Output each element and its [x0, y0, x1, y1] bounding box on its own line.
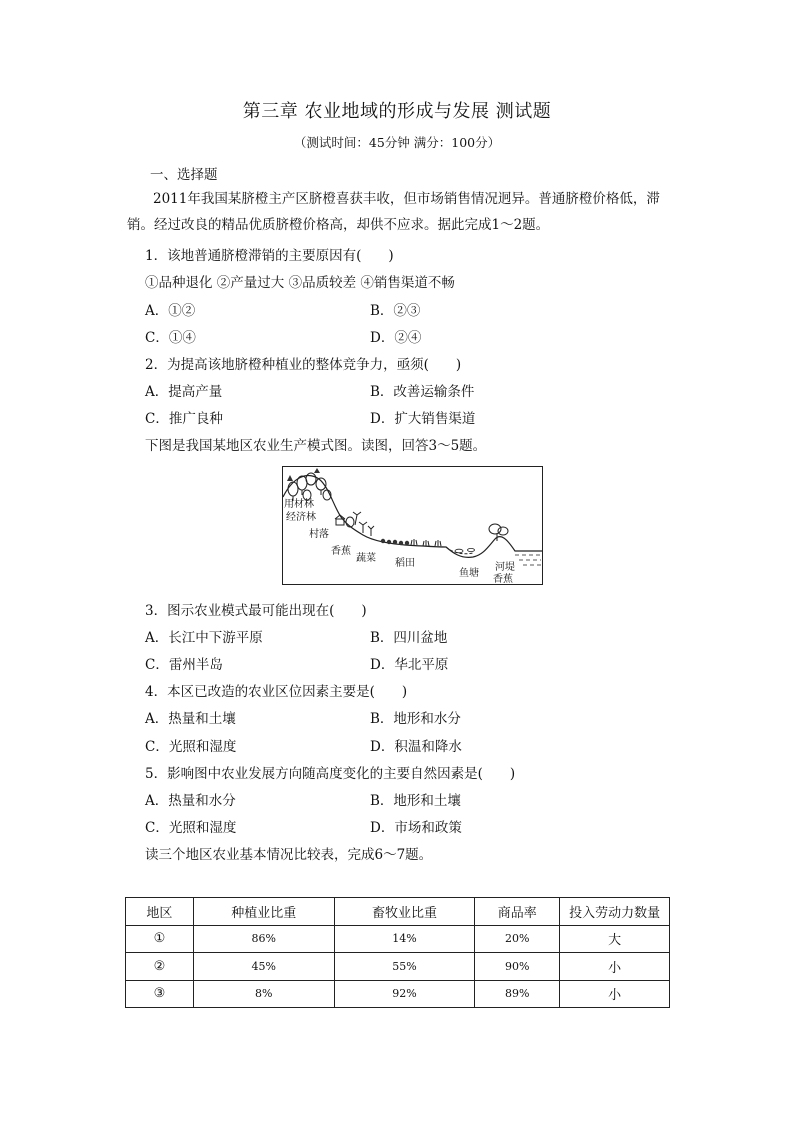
question-1-factors: ①品种退化 ②产量过大 ③品质较差 ④销售渠道不畅 — [145, 275, 455, 291]
header-region: 地区 — [126, 898, 194, 926]
question-5-stem: 5．影响图中农业发展方向随高度变化的主要自然因素是( ) — [145, 766, 516, 782]
cell-region: ① — [126, 925, 194, 953]
label-rice-field: 稻田 — [395, 558, 415, 569]
header-commodity-rate: 商品率 — [475, 898, 560, 926]
cell-region: ③ — [126, 980, 194, 1008]
cell-labor-input: 小 — [560, 980, 670, 1008]
question-3-option-c[interactable]: C．雷州半岛 — [145, 657, 223, 673]
agriculture-comparison-table — [125, 897, 670, 1008]
question-3-stem: 3．图示农业模式最可能出现在( ) — [145, 603, 367, 619]
header-livestock-share: 畜牧业比重 — [334, 898, 475, 926]
question-2-option-b[interactable]: B．改善运输条件 — [370, 384, 475, 400]
label-vegetables: 蔬菜 — [356, 553, 376, 564]
intro-passage-2: 下图是我国某地区农业生产模式图。读图，回答3～5题。 — [145, 438, 487, 454]
question-2-option-c[interactable]: C．推广良种 — [145, 411, 223, 427]
cell-labor-input: 小 — [560, 953, 670, 981]
intro-passage-3: 读三个地区农业基本情况比较表，完成6～7题。 — [145, 847, 433, 863]
page-title: 第三章 农业地域的形成与发展 测试题 — [242, 101, 552, 122]
cell-crop-share: 86% — [193, 925, 334, 953]
question-4-option-a[interactable]: A．热量和土壤 — [145, 711, 236, 727]
cell-crop-share: 45% — [193, 953, 334, 981]
cell-commodity-rate: 89% — [475, 980, 560, 1008]
table-row — [126, 980, 670, 1008]
cell-crop-share: 8% — [193, 980, 334, 1008]
question-3-option-b[interactable]: B．四川盆地 — [370, 630, 448, 646]
question-2-stem: 2．为提高该地脐橙种植业的整体竞争力，亟须( ) — [145, 357, 462, 373]
table-row — [126, 953, 670, 981]
question-1-option-d[interactable]: D．②④ — [370, 330, 422, 346]
section-heading: 一、选择题 — [150, 167, 218, 183]
label-economic-forest: 经济林 — [286, 512, 316, 523]
label-timber-forest: 用材林 — [284, 499, 314, 510]
question-1-option-c[interactable]: C．①④ — [145, 330, 196, 346]
question-1-stem: 1．该地普通脐橙滞销的主要原因有( ) — [145, 248, 394, 264]
question-3-option-a[interactable]: A．长江中下游平原 — [145, 630, 263, 646]
question-1-option-a[interactable]: A．①② — [145, 303, 196, 319]
cell-livestock-share: 14% — [334, 925, 475, 953]
question-4-option-b[interactable]: B．地形和水分 — [370, 711, 461, 727]
cell-commodity-rate: 90% — [475, 953, 560, 981]
question-1-option-b[interactable]: B．②③ — [370, 303, 421, 319]
question-5-option-b[interactable]: B．地形和土壤 — [370, 793, 461, 809]
label-fish-pond: 鱼塘 — [459, 568, 479, 579]
question-2-option-a[interactable]: A．提高产量 — [145, 384, 223, 400]
question-4-option-c[interactable]: C．光照和湿度 — [145, 739, 237, 755]
header-labor-input: 投入劳动力数量 — [560, 898, 670, 926]
question-4-option-d[interactable]: D．积温和降水 — [370, 739, 462, 755]
cell-livestock-share: 92% — [334, 980, 475, 1008]
question-5-option-a[interactable]: A．热量和水分 — [145, 793, 236, 809]
cell-labor-input: 大 — [560, 925, 670, 953]
header-crop-share: 种植业比重 — [193, 898, 334, 926]
question-3-option-d[interactable]: D．华北平原 — [370, 657, 449, 673]
table-header-row — [126, 898, 670, 926]
agriculture-model-diagram — [282, 466, 543, 585]
cell-region: ② — [126, 953, 194, 981]
intro-passage-1: 2011年我国某脐橙主产区脐橙喜获丰收，但市场销售情况迥异。普通脐橙价格低，滞销。经过改良的精品优质脐橙价格高，却供不应求。据此完成1～2题。 — [127, 191, 660, 233]
question-4-stem: 4．本区已改造的农业区位因素主要是( ) — [145, 684, 408, 700]
label-dike: 河堤 — [495, 562, 515, 573]
cell-livestock-share: 55% — [334, 953, 475, 981]
question-5-option-d[interactable]: D．市场和政策 — [370, 820, 462, 836]
label-village: 村落 — [309, 529, 329, 540]
test-info: （测试时间：45分钟 满分：100分） — [293, 135, 501, 150]
label-banana-slope: 香蕉 — [331, 546, 351, 557]
cell-commodity-rate: 20% — [475, 925, 560, 953]
question-2-option-d[interactable]: D．扩大销售渠道 — [370, 411, 476, 427]
question-5-option-c[interactable]: C．光照和湿度 — [145, 820, 237, 836]
label-banana-dike: 香蕉 — [493, 574, 513, 585]
table-row — [126, 925, 670, 953]
